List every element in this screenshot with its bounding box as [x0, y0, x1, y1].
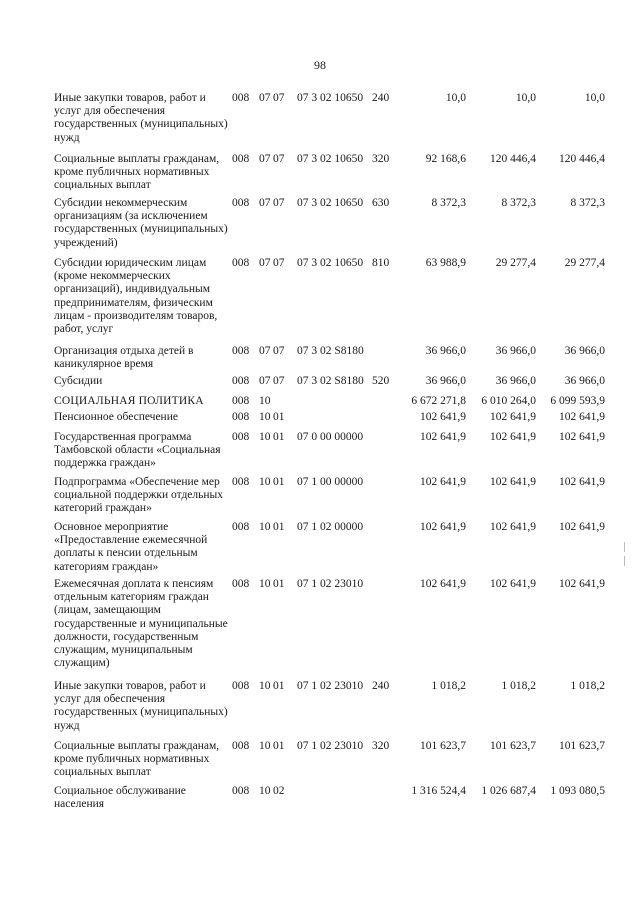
amount-year-1: 10,0	[445, 92, 466, 104]
row-name: СОЦИАЛЬНАЯ ПОЛИТИКА	[54, 395, 204, 407]
target-article-code: 07 3 02 10650	[297, 257, 364, 269]
amount-year-1: 36 966,0	[425, 375, 466, 387]
row-name: Социальное обслуживание населения	[54, 785, 186, 811]
amount-year-1: 102 641,9	[420, 411, 466, 423]
amount-year-1: 102 641,9	[420, 578, 466, 590]
expense-type-code: 240	[372, 680, 390, 692]
vedomstvo-code: 008	[232, 257, 250, 269]
expense-type-code: 320	[372, 153, 390, 165]
row-name: Иные закупки товаров, работ и услуг для обеспечения государственных (муниципальных) нужд	[54, 680, 228, 732]
amount-year-3: 120 446,4	[559, 153, 605, 165]
amount-year-2: 29 277,4	[495, 257, 536, 269]
podrazdel-code: 07	[273, 153, 285, 165]
target-article-code: 07 0 00 00000	[297, 431, 364, 443]
razdel-code: 10	[259, 785, 271, 797]
row-name: Ежемесячная доплата к пенсиям отдельным категориям граждан (лицам, замещающим государственные и муниципальные должности, государственным служащим, муниципальным служащим)	[54, 578, 228, 670]
scan-artifact	[624, 556, 625, 566]
podrazdel-code: 01	[273, 411, 285, 423]
amount-year-3: 102 641,9	[559, 476, 605, 488]
amount-year-3: 102 641,9	[559, 521, 605, 533]
amount-year-1: 36 966,0	[425, 345, 466, 357]
amount-year-3: 102 641,9	[559, 411, 605, 423]
razdel-code: 10	[259, 476, 271, 488]
target-article-code: 07 3 02 10650	[297, 197, 364, 209]
row-name: Иные закупки товаров, работ и услуг для обеспечения государственных (муниципальных) нужд	[54, 92, 228, 144]
expense-type-code: 320	[372, 740, 390, 752]
amount-year-2: 102 641,9	[490, 431, 536, 443]
vedomstvo-code: 008	[232, 740, 250, 752]
razdel-code: 10	[259, 411, 271, 423]
podrazdel-code: 01	[273, 431, 285, 443]
row-name: Государственная программа Тамбовской области «Социальная поддержка граждан»	[54, 431, 221, 470]
expense-type-code: 520	[372, 375, 390, 387]
row-name: Субсидии	[54, 375, 103, 387]
vedomstvo-code: 008	[232, 375, 250, 387]
row-name: Социальные выплаты гражданам, кроме публичных нормативных социальных выплат	[54, 740, 220, 779]
amount-year-2: 1 018,2	[501, 680, 536, 692]
scan-artifact	[624, 542, 625, 552]
amount-year-2: 101 623,7	[490, 740, 536, 752]
razdel-code: 10	[259, 680, 271, 692]
target-article-code: 07 3 02 10650	[297, 92, 364, 104]
amount-year-3: 1 093 080,5	[550, 785, 605, 797]
amount-year-1: 101 623,7	[420, 740, 466, 752]
vedomstvo-code: 008	[232, 431, 250, 443]
amount-year-2: 102 641,9	[490, 578, 536, 590]
expense-type-code: 810	[372, 257, 390, 269]
podrazdel-code: 07	[273, 257, 285, 269]
amount-year-2: 10,0	[515, 92, 536, 104]
amount-year-2: 1 026 687,4	[481, 785, 536, 797]
amount-year-3: 1 018,2	[570, 680, 605, 692]
amount-year-2: 102 641,9	[490, 411, 536, 423]
razdel-code: 10	[259, 521, 271, 533]
podrazdel-code: 02	[273, 785, 285, 797]
amount-year-3: 10,0	[584, 92, 605, 104]
podrazdel-code: 01	[273, 578, 285, 590]
podrazdel-code: 01	[273, 476, 285, 488]
amount-year-1: 63 988,9	[425, 257, 466, 269]
target-article-code: 07 1 02 00000	[297, 521, 364, 533]
amount-year-2: 36 966,0	[495, 345, 536, 357]
row-name: Субсидии юридическим лицам (кроме некоммерческих организаций), индивидуальным предпринимателям, физическим лицам - производителям товаров, работ, услуг	[54, 257, 218, 336]
target-article-code: 07 1 02 23010	[297, 740, 364, 752]
amount-year-3: 102 641,9	[559, 431, 605, 443]
razdel-code: 07	[259, 92, 271, 104]
razdel-code: 07	[259, 257, 271, 269]
vedomstvo-code: 008	[232, 411, 250, 423]
amount-year-3: 8 372,3	[570, 197, 605, 209]
page-number: 98	[314, 58, 326, 72]
amount-year-2: 36 966,0	[495, 375, 536, 387]
podrazdel-code: 01	[273, 740, 285, 752]
vedomstvo-code: 008	[232, 476, 250, 488]
expense-type-code: 240	[372, 92, 390, 104]
podrazdel-code: 07	[273, 345, 285, 357]
target-article-code: 07 1 00 00000	[297, 476, 364, 488]
amount-year-1: 1 316 524,4	[411, 785, 466, 797]
amount-year-3: 101 623,7	[559, 740, 605, 752]
vedomstvo-code: 008	[232, 521, 250, 533]
amount-year-3: 6 099 593,9	[550, 395, 605, 407]
razdel-code: 10	[259, 395, 271, 407]
expense-type-code: 630	[372, 197, 390, 209]
amount-year-2: 102 641,9	[490, 521, 536, 533]
vedomstvo-code: 008	[232, 197, 250, 209]
amount-year-2: 6 010 264,0	[481, 395, 536, 407]
razdel-code: 10	[259, 578, 271, 590]
target-article-code: 07 3 02 10650	[297, 153, 364, 165]
razdel-code: 07	[259, 375, 271, 387]
target-article-code: 07 1 02 23010	[297, 578, 364, 590]
amount-year-2: 102 641,9	[490, 476, 536, 488]
podrazdel-code: 01	[273, 680, 285, 692]
row-name: Социальные выплаты гражданам, кроме публичных нормативных социальных выплат	[54, 153, 220, 192]
podrazdel-code: 07	[273, 197, 285, 209]
razdel-code: 10	[259, 740, 271, 752]
vedomstvo-code: 008	[232, 395, 250, 407]
razdel-code: 10	[259, 431, 271, 443]
podrazdel-code: 07	[273, 375, 285, 387]
razdel-code: 07	[259, 197, 271, 209]
row-name: Организация отдыха детей в каникулярное время	[54, 345, 194, 371]
razdel-code: 07	[259, 345, 271, 357]
vedomstvo-code: 008	[232, 92, 250, 104]
podrazdel-code: 01	[273, 521, 285, 533]
amount-year-3: 102 641,9	[559, 578, 605, 590]
vedomstvo-code: 008	[232, 153, 250, 165]
amount-year-3: 36 966,0	[564, 345, 605, 357]
row-name: Пенсионное обеспечение	[54, 411, 178, 423]
vedomstvo-code: 008	[232, 785, 250, 797]
amount-year-1: 102 641,9	[420, 476, 466, 488]
amount-year-1: 8 372,3	[431, 197, 466, 209]
row-name: Субсидии некоммерческим организациям (за исключением государственных (муниципальных) учреждений)	[54, 197, 228, 249]
vedomstvo-code: 008	[232, 345, 250, 357]
target-article-code: 07 3 02 S8180	[297, 345, 364, 357]
row-name: Основное мероприятие «Предоставление ежемесячной доплаты к пенсии отдельным категориям граждан»	[54, 521, 208, 573]
target-article-code: 07 3 02 S8180	[297, 375, 364, 387]
amount-year-3: 29 277,4	[564, 257, 605, 269]
vedomstvo-code: 008	[232, 578, 250, 590]
amount-year-1: 102 641,9	[420, 521, 466, 533]
amount-year-1: 1 018,2	[431, 680, 466, 692]
amount-year-1: 6 672 271,8	[411, 395, 466, 407]
podrazdel-code: 07	[273, 92, 285, 104]
amount-year-2: 120 446,4	[490, 153, 536, 165]
razdel-code: 07	[259, 153, 271, 165]
amount-year-2: 8 372,3	[501, 197, 536, 209]
amount-year-3: 36 966,0	[564, 375, 605, 387]
row-name: Подпрограмма «Обеспечение мер социальной поддержки отдельных категорий граждан»	[54, 476, 224, 515]
amount-year-1: 92 168,6	[425, 153, 466, 165]
vedomstvo-code: 008	[232, 680, 250, 692]
target-article-code: 07 1 02 23010	[297, 680, 364, 692]
amount-year-1: 102 641,9	[420, 431, 466, 443]
